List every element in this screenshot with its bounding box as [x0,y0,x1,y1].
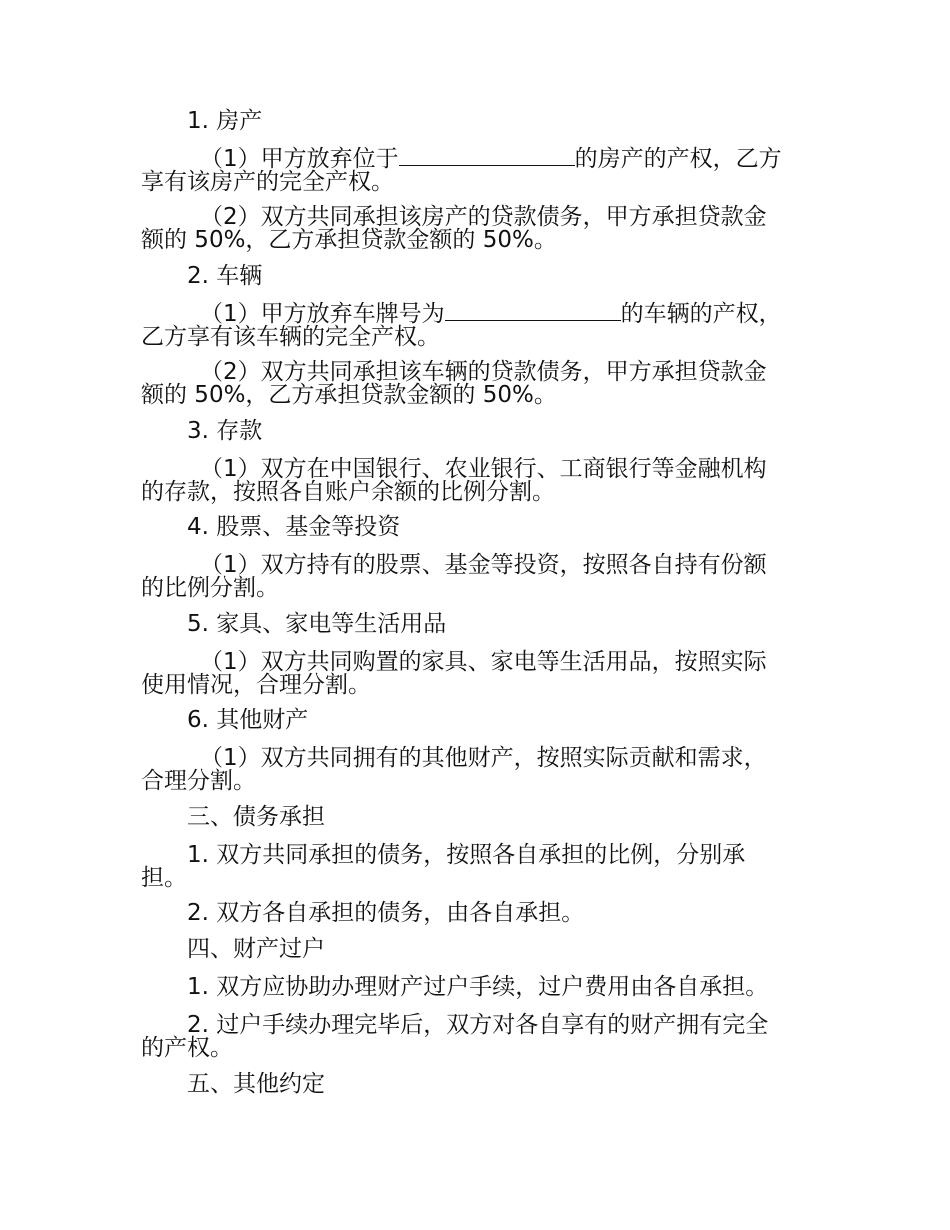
heading-investment: 4. 股票、基金等投资 [187,514,401,540]
heading-debt: 三、债务承担 [187,804,325,830]
clause-debt-2: 2. 双方各自承担的债务，由各自承担。 [187,900,585,926]
clause-transfer-1: 1. 双方应协助办理财产过户手续，过户费用由各自承担。 [187,974,769,1000]
clause-debt-1-cont: 担。 [141,865,187,891]
clause-vehicle-2: （2）双方共同承担该车辆的贷款债务，甲方承担贷款金 [200,359,767,385]
heading-deposit: 3. 存款 [187,418,263,444]
clause-house-2: （2）双方共同承担该房产的贷款债务，甲方承担贷款金 [200,204,767,230]
clause-other-property-1: （1）双方共同拥有的其他财产，按照实际贡献和需求， [200,745,767,771]
clause-text: 的车辆的产权， [620,301,782,327]
clause-other-property-1-cont: 合理分割。 [141,768,256,794]
blank-field-house-location[interactable] [399,147,575,166]
blank-field-plate-number[interactable] [445,302,621,321]
clause-transfer-2: 2. 过户手续办理完毕后，双方对各自享有的财产拥有完全 [187,1012,769,1038]
clause-text: （1）甲方放弃位于 [200,146,399,172]
clause-house-2-cont: 额的 50%，乙方承担贷款金额的 50%。 [141,227,557,253]
clause-house-1-cont: 享有该房产的完全产权。 [141,169,394,195]
heading-other-terms: 五、其他约定 [187,1071,325,1097]
clause-vehicle-1-cont: 乙方享有该车辆的完全产权。 [141,324,440,350]
clause-deposit-1-cont: 的存款，按照各自账户余额的比例分割。 [141,479,555,505]
heading-furniture: 5. 家具、家电等生活用品 [187,611,447,637]
clause-text: 的房产的产权，乙方 [574,146,782,172]
heading-other-property: 6. 其他财产 [187,707,309,733]
clause-debt-1: 1. 双方共同承担的债务，按照各自承担的比例，分别承 [187,842,746,868]
clause-deposit-1: （1）双方在中国银行、农业银行、工商银行等金融机构 [200,456,767,482]
clause-text: （1）甲方放弃车牌号为 [200,301,445,327]
heading-house: 1. 房产 [187,108,263,134]
clause-furniture-1-cont: 使用情况，合理分割。 [141,672,371,698]
heading-vehicle: 2. 车辆 [187,263,263,289]
clause-vehicle-2-cont: 额的 50%，乙方承担贷款金额的 50%。 [141,382,557,408]
clause-furniture-1: （1）双方共同购置的家具、家电等生活用品，按照实际 [200,649,767,675]
clause-transfer-2-cont: 的产权。 [141,1035,233,1061]
clause-investment-1-cont: 的比例分割。 [141,575,279,601]
heading-transfer: 四、财产过户 [187,936,325,962]
clause-investment-1: （1）双方持有的股票、基金等投资，按照各自持有份额 [200,552,767,578]
